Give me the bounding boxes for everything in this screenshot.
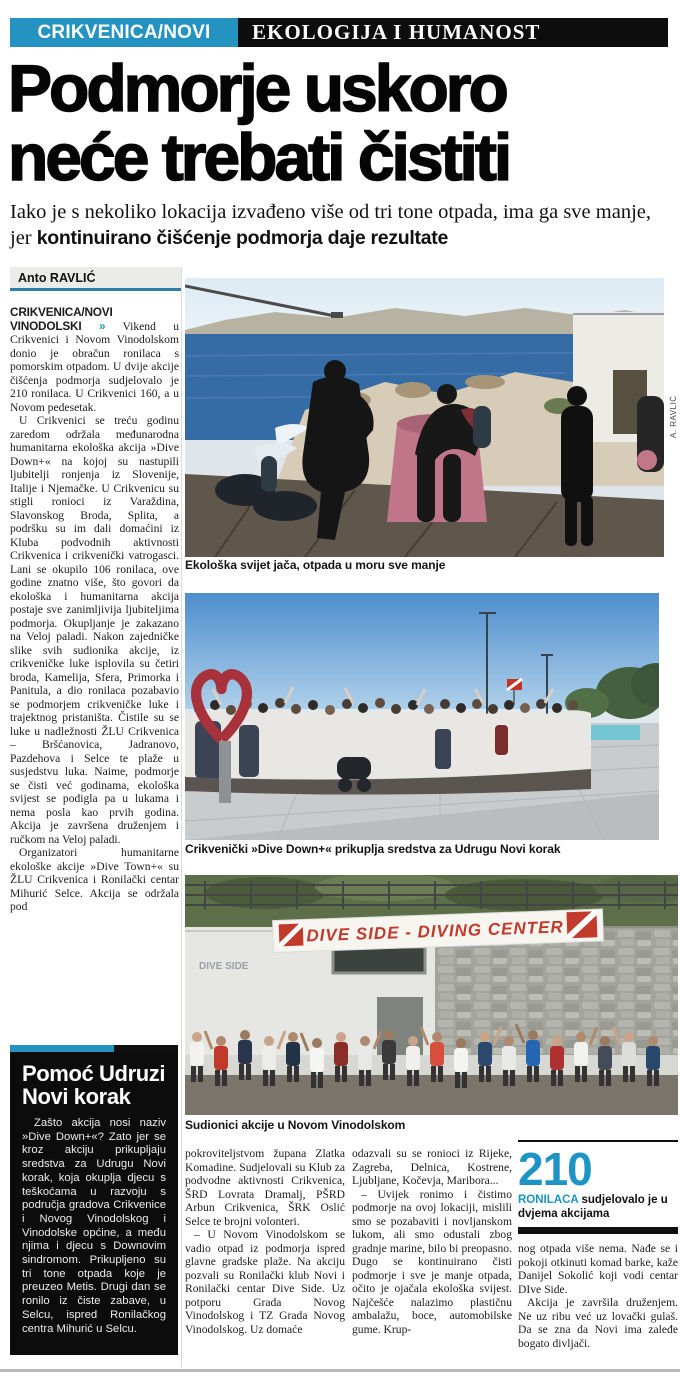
article-paragraph: odazvali su se ronioci iz Rijeke, Zagreba, Delnica, Kostrene, Ljubljane, Kočevja, Maribora... — [352, 1147, 512, 1187]
stat-rule-top — [518, 1140, 678, 1142]
photo-credit: A. RAVLIĆ — [669, 395, 678, 438]
article-paragraph: U Crikvenici se treću godinu zaredom održala međunarodna humanitarna ekološka akcija »Dive Down+« na kojoj su nastupili ljubitelji ronjenja iz Slovenije, Italije i Njemačke. U Crikvenicu su stigli ronioci iz Varaždina, Slavonskog Broda, Splita, a podršku su im dali domaćini iz Kluba podvodnih aktivnosti Crikvenica i crikvenički vatrogasci. Lani se okupilo 106 ronilaca, ove godine znatno više, što govori da ekološka i humanitarna akcija postaje sve zanimljivija ljubiteljima podmorja. Okupljanje je zakazano na Veloj paladi. Nakon zajedničke slike svih sudionika akcije, iz crikveničke luke isplovila su četiri broda, Kamelija, Sfera, Primorka i Panitula, a dio ronilaca pozabavio se podmorjem crikveničke luke i trajektnog pristaništa. Čistile su se luke u nadležnosti ŽLU Crikvenica – Bršćanovica, Jadranovo, Pazdehova i Selce te plaže u susjedstvu luka. Naime, podmorje se čisti već godinama, ekološka svijest se podigla pa u lukama i nema posla kao prvih godina. Akcija je završena druženjem i ručkom na Veloj paladi. — [10, 414, 179, 846]
article-bottom-column-3 — [518, 1242, 678, 1354]
headline — [8, 51, 676, 194]
stat-rule-bottom — [518, 1227, 678, 1234]
article-paragraph: – U Novom Vinodolskom se vadio otpad iz podmorja ispred glavne gradske plaže. Na akciju pozvali su Ronilački klub Novi i Ronilački centar Dive Side. Uz potporu Grada Novog Vinodolskog i TZ Grada Novog Vinodolskog. Uz domaće — [185, 1228, 345, 1336]
article-lead-in: CRIKVENICA/NOVI VINODOLSKI — [10, 306, 113, 333]
building-sign-text: DIVE SIDE — [199, 961, 249, 972]
photo-divers-illustration — [185, 278, 664, 557]
article-p1: Vikend u Crikvenici i Novom Vinodolskom donio je obračun ronilaca s pomorskim otpadom. U dvije akcije čišćenja podmorja sudjelovalo je 210 ronilaca. U Crikvenici 160, a u Novom pedesetak. — [10, 319, 179, 414]
stat-label-rest: sudjelovalo je u dvjema akcijama — [518, 1194, 668, 1220]
photo-crowd-illustration — [185, 593, 659, 840]
stat-label — [518, 1194, 678, 1221]
headline-line1: Podmorje uskoro — [8, 51, 506, 125]
subhead-regular: Iako je s nekoliko lokacija izvađeno više od tri tone otpada, ima ga sve manje, jer — [10, 201, 651, 249]
article-paragraph: nog otpada više nema. Nađe se i pokoji otkinuti komad barke, kaže Danijel Sokolić koji vodi centar DIve Side. — [518, 1242, 678, 1296]
stat-number: 210 — [518, 1143, 592, 1195]
stat-label-highlight: RONILACA — [518, 1194, 579, 1206]
sidebox-title: Pomoć Udruzi Novi korak — [22, 1061, 166, 1109]
article-paragraph: – Uvijek ronimo i čistimo podmorje na ovoj lokaciji, mislili smo se pozabaviti i novljanskom lukom, ali smo odustali zbog gradnje marine, bilo bi preopasno. Dugo se kontinuirano čisti podmorje i sve je manje otpada, očito je ojačala ekološka svijest. Najčešće nalazimo plastičnu ambalažu, boce, automobilske gume. Krup- — [352, 1187, 512, 1336]
sidebox — [10, 1045, 178, 1355]
article-left-column — [10, 306, 179, 1043]
headline-line2: neće trebati čistiti — [8, 120, 510, 194]
photo-group-illustration — [185, 875, 678, 1115]
article-paragraph: Organizatori humanitarne ekološke akcije »Dive Town+« su ŽLU Crikvenica i Ronilački centar Mihurić Selce. Akcija se održala pod — [10, 846, 179, 913]
subhead-bold: kontinuirano čišćenje podmorja daje rezultate — [36, 227, 449, 249]
article-bottom-column-2 — [352, 1147, 512, 1368]
sidebox-top-stripe — [10, 1045, 178, 1052]
kicker-location-label: CRIKVENICA/NOVI — [10, 18, 238, 47]
photo-divers-shore — [185, 278, 664, 557]
photo-crowd-promenade — [185, 593, 659, 840]
subhead — [10, 199, 672, 251]
lead-marker: » — [98, 318, 106, 333]
article-paragraph: pokroviteljstvom župana Zlatka Komadine. Sudjelovali su Klub za podvodne aktivnosti Crikvenica, ŠRD Lovrata Dramalj, PŠRD Arbun Crikvenica, ŠRK Oslić Selce te brojni volonteri. — [185, 1147, 345, 1228]
column-divider — [181, 268, 182, 1368]
article-bottom-column-1 — [185, 1147, 345, 1368]
kicker-section-label: EKOLOGIJA I HUMANOST — [238, 18, 668, 47]
stat-box — [518, 1140, 678, 1354]
sidebox-body: Zašto akcija nosi naziv »Dive Down+«? Zato jer se kroz akciju prikupljaju sredstva za Udrugu Novi korak, koja okuplja djecu s teškoćama u razvoju s područja gradova Crikvenice i Novog Vinodolskog i Vinodolske općine, a među njima i djecu s Downovim sindromom. Prikupljeno su tri tone otpada koje je preuzeo Metis. Drugi dan se ronilo iz čiste zabave, u Selcu, ispred Ronilačkog centra Mihurić u Selcu. — [22, 1117, 166, 1335]
photo-diving-center-group — [185, 875, 678, 1115]
photo3-caption: Sudionici akcije u Novom Vinodolskom — [185, 1118, 406, 1132]
page-bottom-rule — [0, 1369, 680, 1372]
article-paragraph: Akcija je završila druženjem. Ne uz ribu već uz lovački gulaš. Da se zna da Novi ima zaleđe bogato divljači. — [518, 1296, 678, 1350]
banner-text: DIVE SIDE - DIVING CENTER — [306, 917, 564, 946]
photo1-caption: Ekološka svijet jača, otpada u moru sve manje — [185, 558, 446, 572]
byline: Anto RAVLIĆ — [10, 267, 182, 291]
photo2-caption: Crikvenički »Dive Down+« prikuplja sredstva za Udrugu Novi korak — [185, 842, 561, 856]
article-paragraph — [10, 306, 179, 414]
kicker-bar — [10, 18, 668, 47]
